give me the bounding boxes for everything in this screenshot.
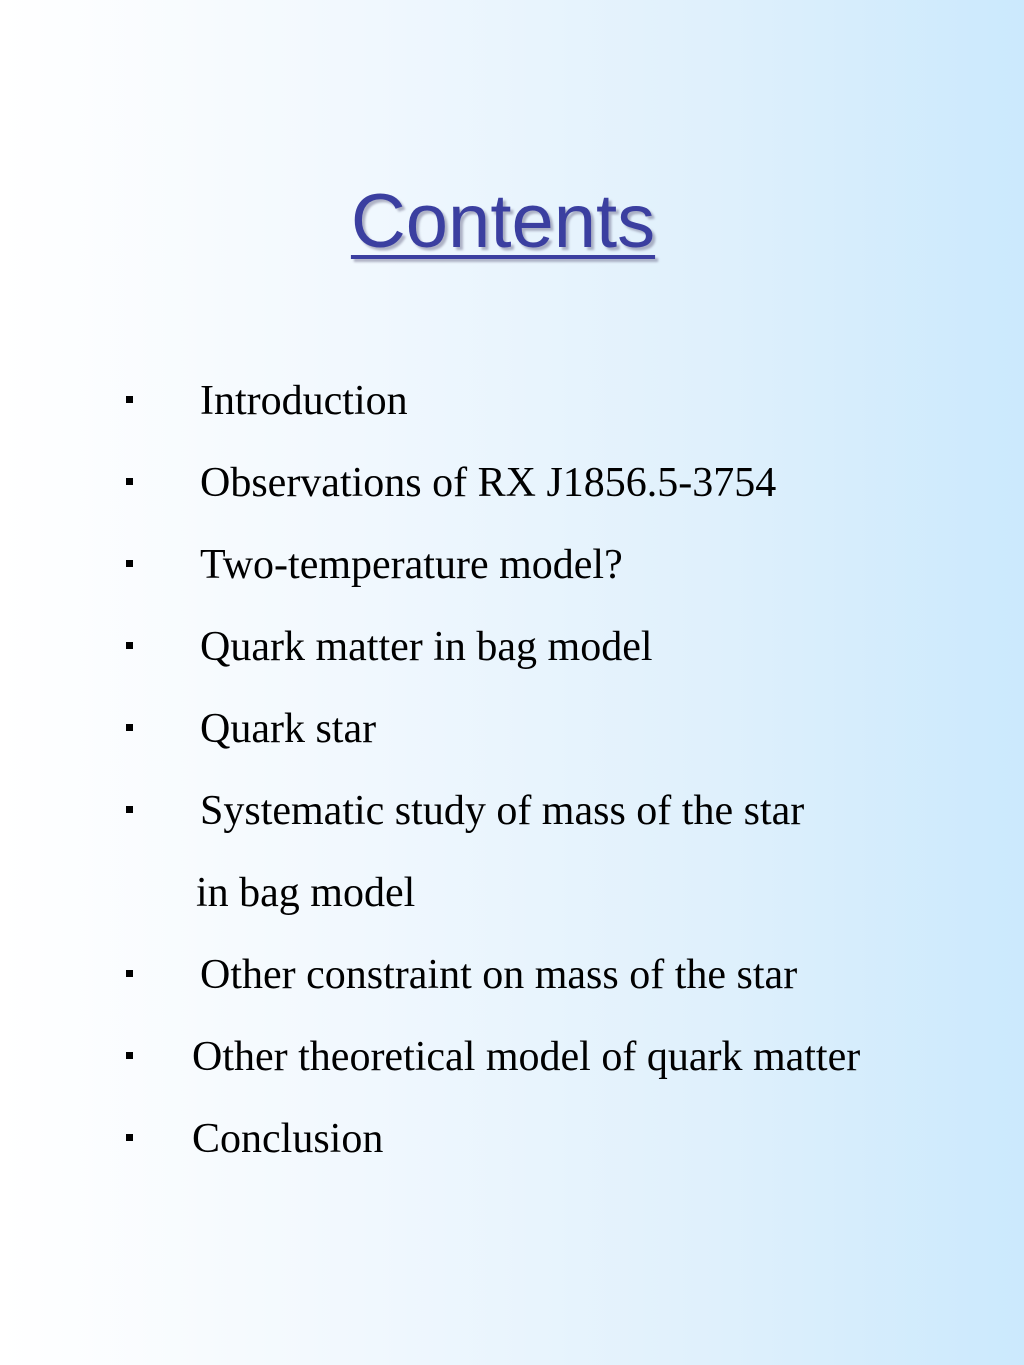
list-item (0, 699, 1024, 759)
list-item (0, 945, 1024, 1005)
square-bullet-icon (126, 806, 133, 813)
square-bullet-icon (126, 970, 133, 977)
list-item (0, 617, 1024, 677)
square-bullet-icon (126, 478, 133, 485)
square-bullet-icon (126, 396, 133, 403)
list-item-text: Two-temperature model? (200, 542, 623, 588)
list-item-continuation-text: in bag model (196, 870, 416, 916)
list-item (0, 535, 1024, 595)
square-bullet-icon (126, 1052, 133, 1059)
list-item-text: Systematic study of mass of the star (200, 788, 805, 834)
list-item (0, 781, 1024, 841)
square-bullet-icon (126, 560, 133, 567)
list-item-text: Quark star (200, 706, 377, 752)
list-item-text: Other theoretical model of quark matter (192, 1034, 861, 1080)
square-bullet-icon (126, 724, 133, 731)
page-title: Contents (350, 179, 656, 264)
square-bullet-icon (126, 642, 133, 649)
list-item-text: Observations of RX J1856.5-3754 (200, 460, 777, 506)
list-item-text: Other constraint on mass of the star (200, 952, 798, 998)
list-item-text: Quark matter in bag model (200, 624, 653, 670)
list-item-text: Conclusion (192, 1116, 384, 1162)
list-item (0, 453, 1024, 513)
list-item-text: Introduction (200, 378, 408, 424)
list-item (0, 1109, 1024, 1169)
list-item (0, 371, 1024, 431)
square-bullet-icon (126, 1134, 133, 1141)
list-item (0, 1027, 1024, 1087)
list-item-continuation (0, 863, 1024, 923)
